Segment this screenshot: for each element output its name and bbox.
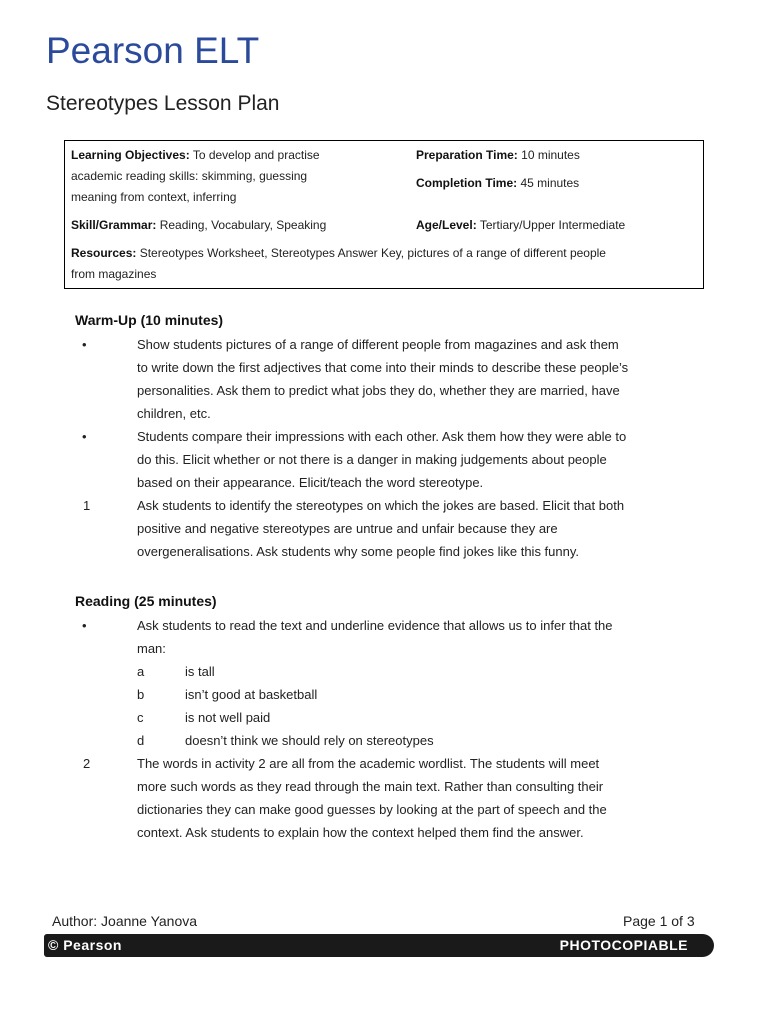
prep-value: 10 minutes: [521, 148, 580, 162]
resources-line-2: from magazines: [71, 267, 157, 281]
bullet-marker: •: [82, 337, 87, 352]
objectives-label: Learning Objectives:: [71, 148, 190, 162]
footer-bar: [44, 934, 714, 957]
page-title: Stereotypes Lesson Plan: [46, 92, 280, 115]
item-line: positive and negative stereotypes are untrue and unfair because they are: [137, 521, 558, 536]
completion-label: Completion Time:: [416, 176, 518, 190]
skill-label: Skill/Grammar:: [71, 218, 157, 232]
sub-item-letter: d: [137, 733, 145, 748]
skill-grammar: [71, 215, 326, 236]
reading-heading: Reading (25 minutes): [75, 593, 217, 609]
item-line: children, etc.: [137, 406, 211, 421]
learning-objectives: [71, 145, 371, 208]
completion-value: 45 minutes: [520, 176, 580, 190]
sub-item-letter: a: [137, 664, 145, 679]
sub-item-letter: b: [137, 687, 145, 702]
item-line: Students compare their impressions with each other. Ask them how they were able to: [137, 429, 627, 444]
number-marker: 1: [83, 498, 91, 513]
age-level: [416, 215, 625, 236]
sub-item-text: is not well paid: [185, 710, 271, 725]
item-line: Ask students to read the text and underline evidence that allows us to infer that the: [137, 618, 613, 633]
item-line: context. Ask students to explain how the context helped them find the answer.: [137, 825, 584, 840]
item-line: overgeneralisations. Ask students why some people find jokes like this funny.: [137, 544, 579, 559]
sub-item-text: isn’t good at basketball: [185, 687, 318, 702]
item-line: dictionaries they can make good guesses by looking at the part of speech and the: [137, 802, 607, 817]
age-value: Tertiary/Upper Intermediate: [479, 218, 626, 232]
resources-line-1: Stereotypes Worksheet, Stereotypes Answer Key, pictures of a range of different people: [139, 246, 606, 260]
skill-value: Reading, Vocabulary, Speaking: [159, 218, 327, 232]
copyright-text: © Pearson: [48, 937, 122, 953]
photocopiable-label: PHOTOCOPIABLE: [559, 937, 688, 953]
lesson-info-box: [64, 140, 704, 289]
item-line: more such words as they read through the main text. Rather than consulting their: [137, 779, 604, 794]
item-line: man:: [137, 641, 166, 656]
objectives-line-3: meaning from context, inferring: [71, 190, 237, 204]
completion-time: [416, 173, 579, 194]
item-line: do this. Elicit whether or not there is a danger in making judgements about people: [137, 452, 607, 467]
sub-item-letter: c: [137, 710, 144, 725]
sub-item-text: is tall: [185, 664, 215, 679]
preparation-time: [416, 145, 580, 166]
page-number: Page 1 of 3: [623, 913, 695, 929]
bullet-marker: •: [82, 429, 87, 444]
prep-label: Preparation Time:: [416, 148, 518, 162]
item-line: The words in activity 2 are all from the academic wordlist. The students will meet: [137, 756, 600, 771]
bullet-marker: •: [82, 618, 87, 633]
brand-logo-text: Pearson ELT: [46, 30, 260, 71]
item-line: based on their appearance. Elicit/teach the word stereotype.: [137, 475, 484, 490]
item-line: Show students pictures of a range of different people from magazines and ask them: [137, 337, 619, 352]
sub-item-text: doesn’t think we should rely on stereotypes: [185, 733, 434, 748]
objectives-line-2: academic reading skills: skimming, guessing: [71, 169, 308, 183]
item-line: Ask students to identify the stereotypes on which the jokes are based. Elicit that both: [137, 498, 625, 513]
resources-label: Resources:: [71, 246, 137, 260]
author-credit: Author: Joanne Yanova: [52, 913, 198, 929]
objectives-line-1: To develop and practise: [192, 148, 320, 162]
resources: [71, 243, 691, 285]
item-line: personalities. Ask them to predict what jobs they do, whether they are married, have: [137, 383, 620, 398]
item-line: to write down the first adjectives that come into their minds to describe these people’s: [137, 360, 629, 375]
warmup-heading: Warm-Up (10 minutes): [75, 312, 224, 328]
number-marker: 2: [83, 756, 91, 771]
age-label: Age/Level:: [416, 218, 477, 232]
